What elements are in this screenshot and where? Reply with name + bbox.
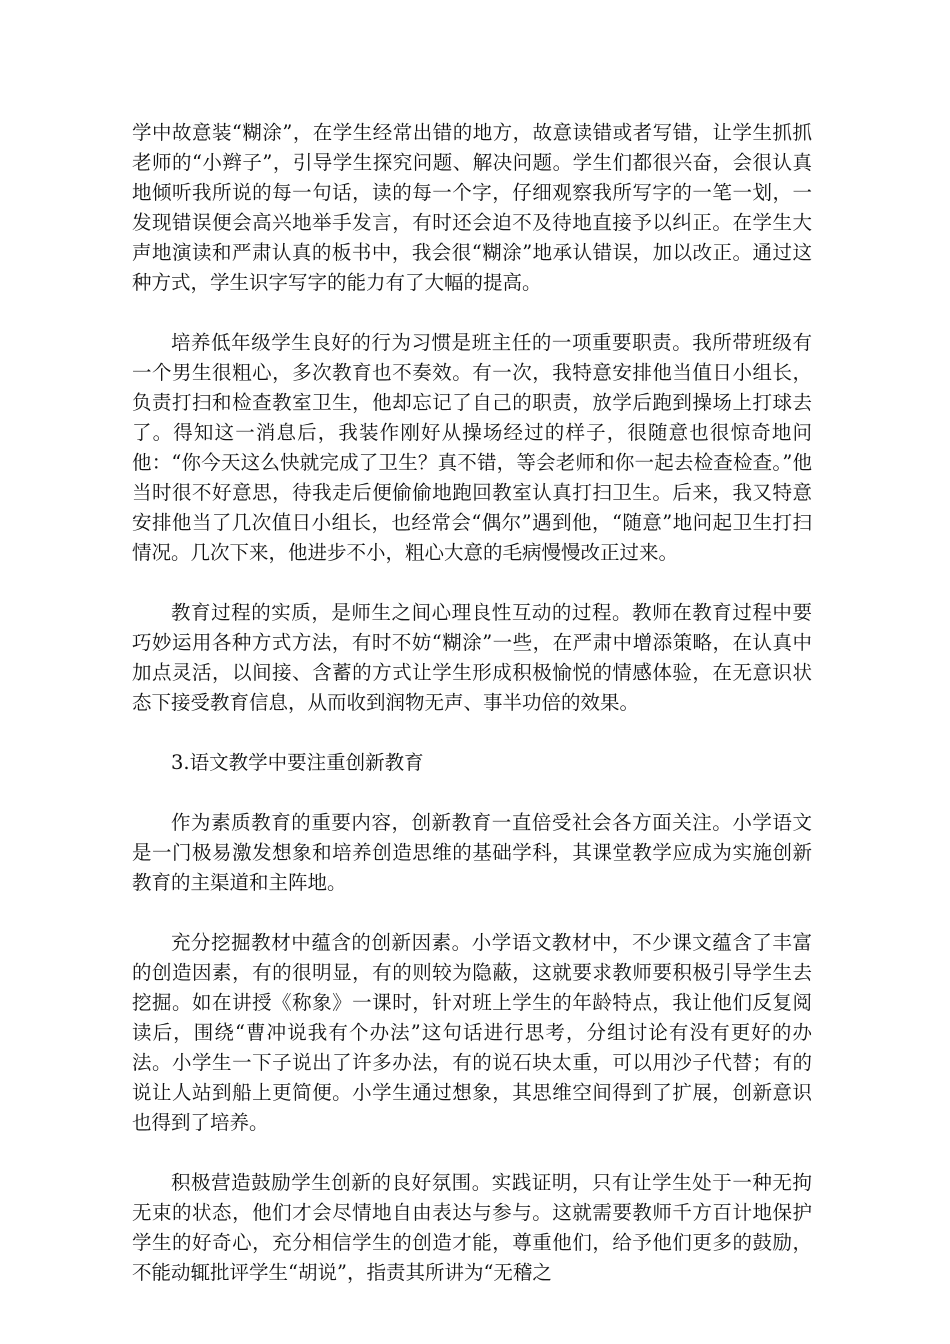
paragraph-atmosphere: 积极营造鼓励学生创新的良好氛围。实践证明，只有让学生处于一种无拘无束的状态，他们才会尽情地自由表达与参与。这就需要教师千方百计地保护学生的好奇心，充分相信学生的创造才能，尊重他们，给予他们更多的鼓励，不能动辄批评学生“胡说”，指责其所讲为“无稽之 bbox=[132, 1171, 812, 1284]
paragraph-behavior-habits: 培养低年级学生良好的行为习惯是班主任的一项重要职责。我所带班级有一个男生很粗心，多次教育也不奏效。有一次，我特意安排他当值日小组长，负责打扫和检查教室卫生，他却忘记了自己的职责，放学后跑到操场上打球去了。得知这一消息后，我装作刚好从操场经过的样子，很随意也很惊奇地问他：“你今天这么快就完成了卫生？真不错，等会老师和你一起去检查检查。”他当时很不好意思，待我走后便偷偷地跑回教室认真打扫卫生。后来，我又特意安排他当了几次值日小组长，也经常会“偶尔”遇到他，“随意”地问起卫生打扫情况。几次下来，他进步不小，粗心大意的毛病慢慢改正过来。 bbox=[132, 331, 812, 564]
section-heading: 3.语文教学中要注重创新教育 bbox=[171, 751, 424, 774]
paragraph-textbook-innovation: 充分挖掘教材中蕴含的创新因素。小学语文教材中，不少课文蕴含了丰富的创造因素，有的很明显，有的则较为隐蔽，这就要求教师要积极引导学生去挖掘。如在讲授《称象》一课时，针对班上学生的年龄特点，我让他们反复阅读后，围绕“曹冲说我有个办法”这句话进行思考，分组讨论有没有更好的办法。小学生一下子说出了许多办法，有的说石块太重，可以用沙子代替；有的说让人站到船上更简便。小学生通过想象，其思维空间得到了扩展，创新意识也得到了培养。 bbox=[132, 931, 812, 1134]
paragraph-education-essence: 教育过程的实质，是师生之间心理良性互动的过程。教师在教育过程中要巧妙运用各种方式方法，有时不妨“糊涂”一些，在严肃中增添策略，在认真中加点灵活，以间接、含蓄的方式让学生形成积极愉悦的情感体验，在无意识状态下接受教育信息，从而收到润物无声、事半功倍的效果。 bbox=[132, 601, 812, 714]
document-page bbox=[132, 118, 812, 1318]
paragraph-innovation-intro: 作为素质教育的重要内容，创新教育一直倍受社会各方面关注。小学语文是一门极易激发想象和培养创造思维的基础学科，其课堂教学应成为实施创新教育的主渠道和主阵地。 bbox=[132, 811, 812, 894]
paragraph-continued: 学中故意装“糊涂”，在学生经常出错的地方，故意读错或者写错，让学生抓抓老师的“小辫子”，引导学生探究问题、解决问题。学生们都很兴奋，会很认真地倾听我所说的每一句话，读的每一个字，仔细观察我所写字的一笔一划，一发现错误便会高兴地举手发言，有时还会迫不及待地直接予以纠正。在学生大声地演读和严肃认真的板书中，我会很“糊涂”地承认错误，加以改正。通过这种方式，学生识字写字的能力有了大幅的提高。 bbox=[132, 121, 812, 294]
